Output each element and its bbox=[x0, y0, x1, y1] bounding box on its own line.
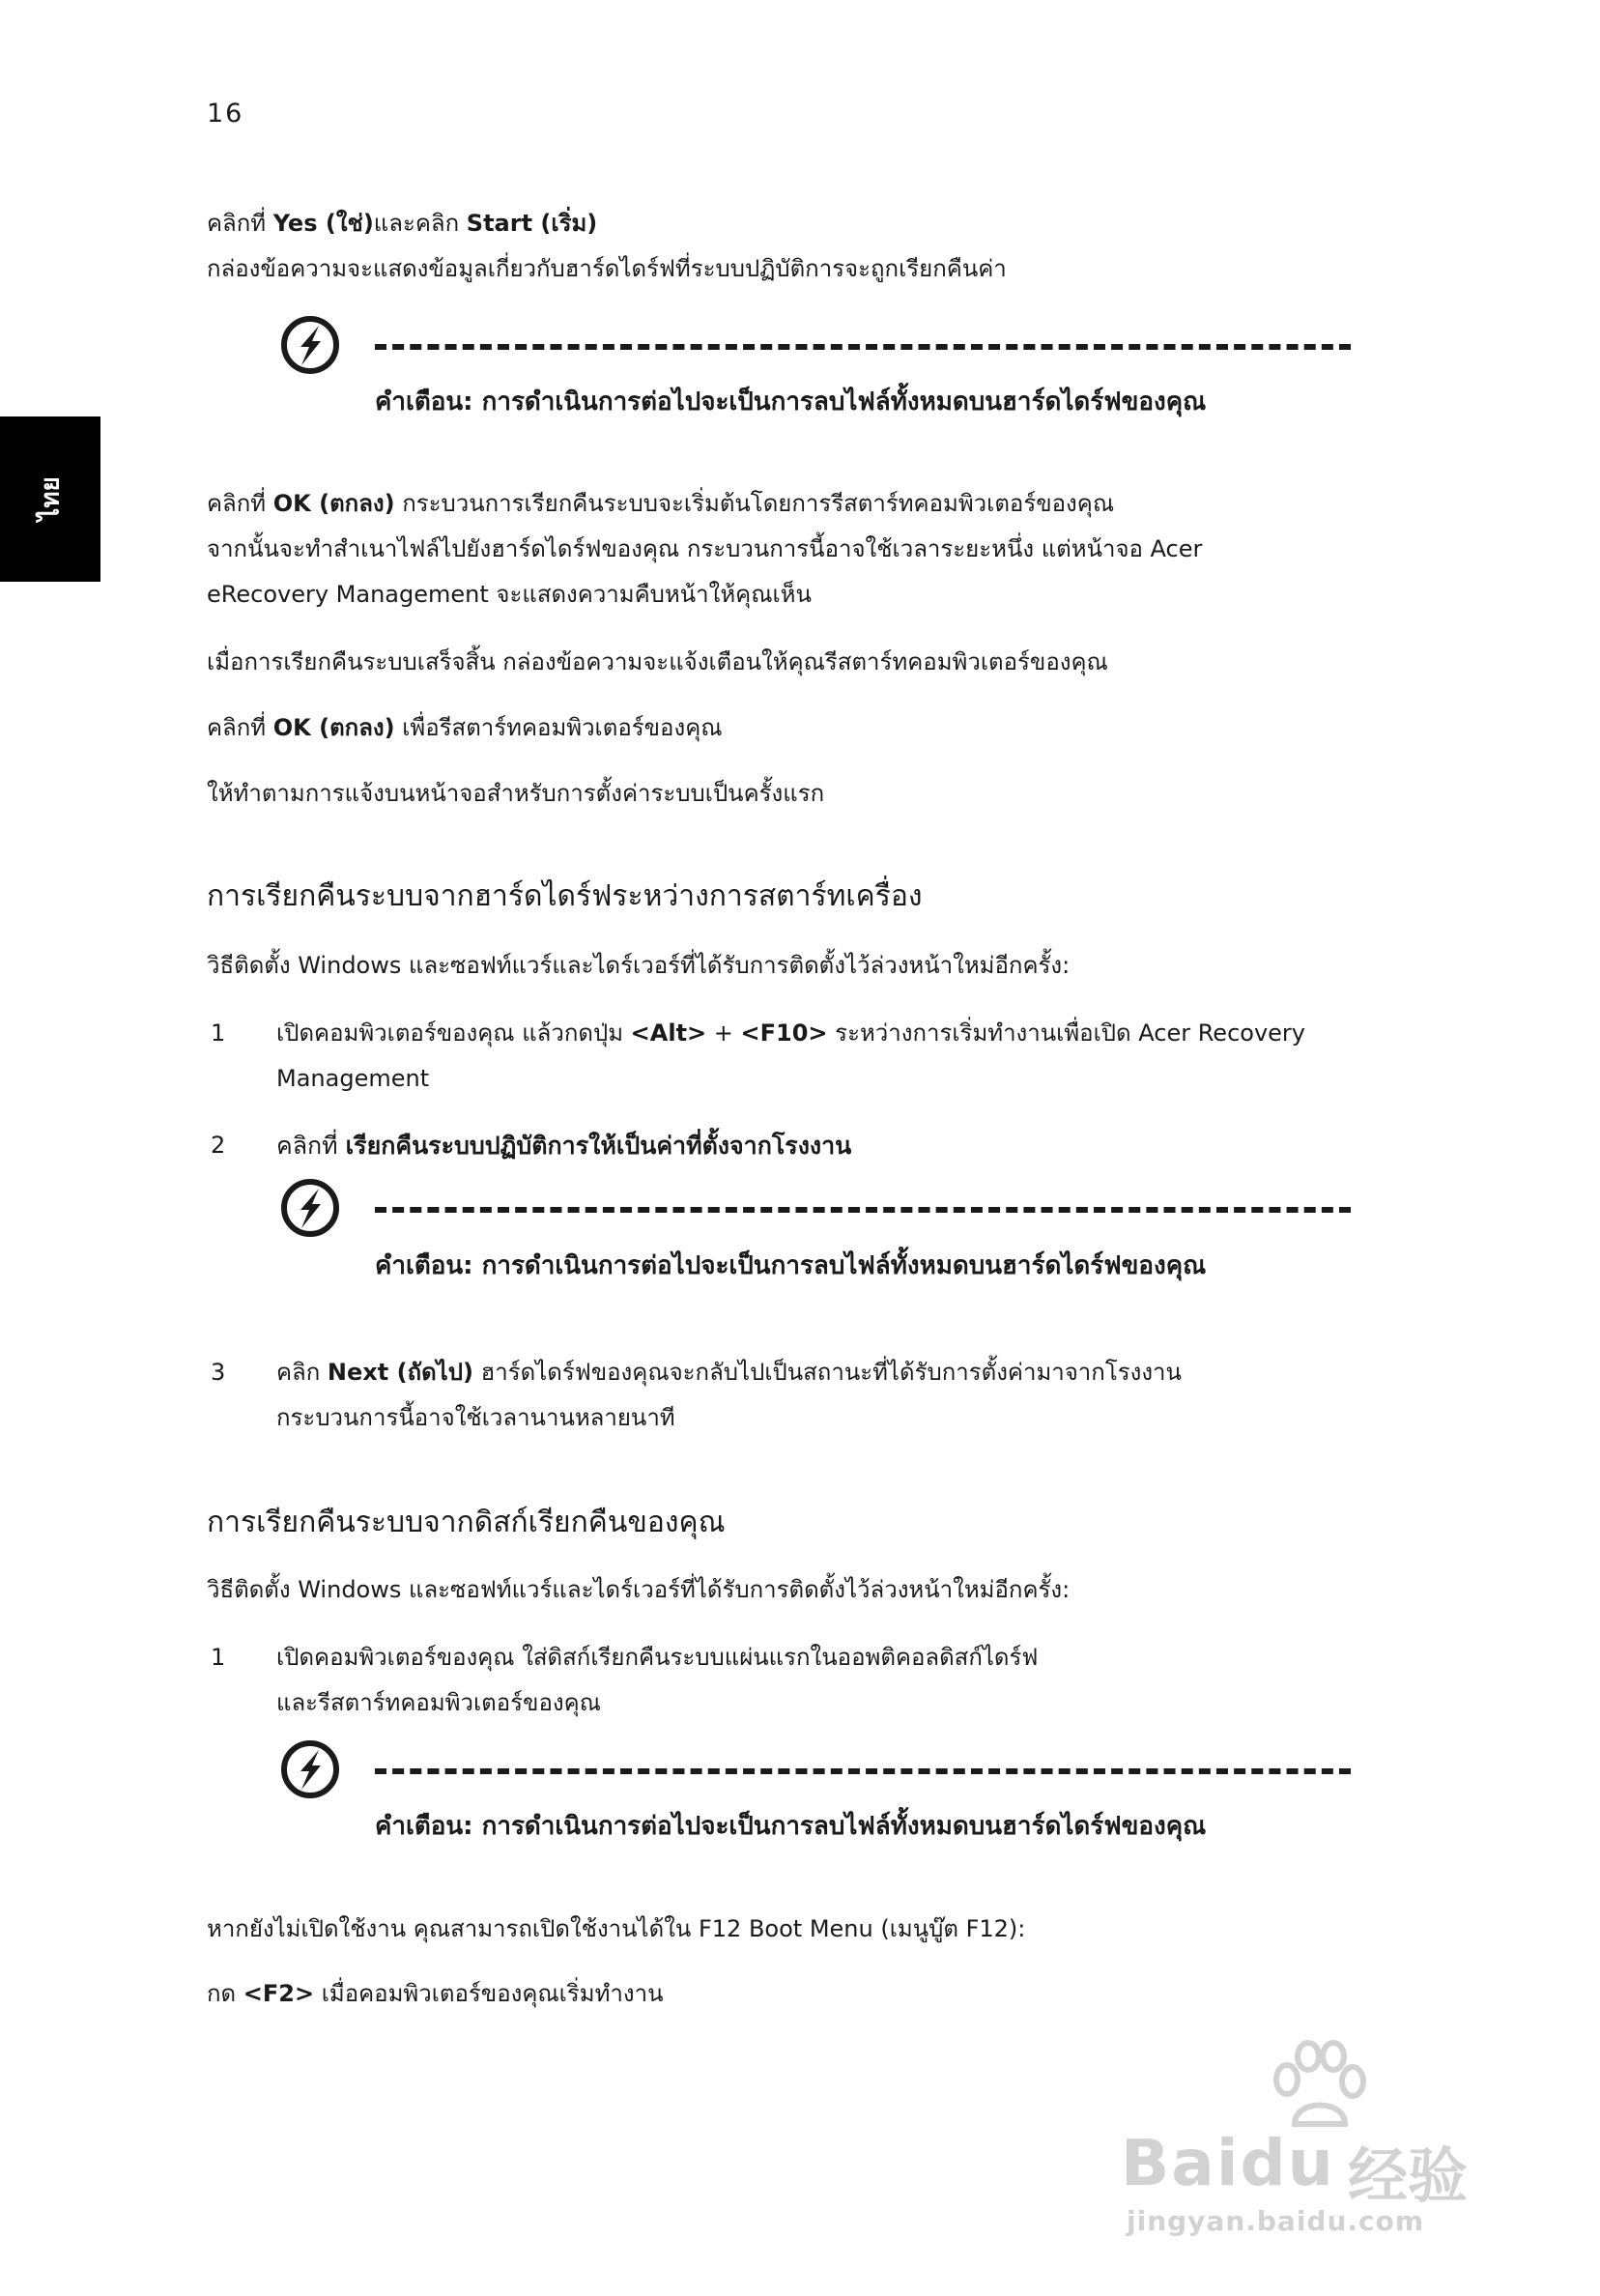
section-1-step-3-line-2: กระบวนการนี้อาจใช้เวลานานหลายนาที bbox=[276, 1404, 675, 1431]
f10-key-label: <F10> bbox=[740, 1019, 828, 1047]
section-1-intro: วิธีติดตั้ง Windows และซอฟท์แวร์และไดร์เวอร์ที่ได้รับการติดตั้งไว้ล่วงหน้าใหม่อีกครั้ง: bbox=[207, 952, 1071, 979]
intro-line-1 bbox=[207, 201, 597, 246]
body-p3-rest: เพื่อรีสตาร์ทคอมพิวเตอร์ของคุณ bbox=[394, 714, 723, 741]
body-paragraph-2: เมื่อการเรียกคืนระบบเสร็จสิ้น กล่องข้อความจะแจ้งเตือนให้คุณรีสตาร์ทคอมพิวเตอร์ของคุณ bbox=[207, 648, 1108, 675]
section-1-step-1-number: 1 bbox=[211, 1019, 226, 1047]
section-1-step-1-line-2: Management bbox=[276, 1065, 430, 1092]
step-2-text-a: คลิกที่ bbox=[276, 1132, 346, 1160]
warning-divider-1 bbox=[375, 344, 1351, 350]
body-p3-ok-label: OK (ตกลง) bbox=[272, 714, 395, 741]
watermark-brand: Baidu bbox=[1121, 2126, 1335, 2200]
body-paragraph-1-line-3: eRecovery Management จะแสดงความคืบหน้าให้คุณเห็น bbox=[207, 581, 812, 608]
section-2-intro: วิธีติดตั้ง Windows และซอฟท์แวร์และไดร์เวอร์ที่ได้รับการติดตั้งไว้ล่วงหน้าใหม่อีกครั้ง: bbox=[207, 1576, 1071, 1603]
body-paragraph-1-line-2: จากนั้นจะทำสำเนาไฟล์ไปยังฮาร์ดไดร์ฟของคุณ กระบวนการนี้อาจใช้เวลาระยะหนึ่ง แต่หน้าจอ Acer bbox=[207, 535, 1203, 562]
body-p1-prefix: คลิกที่ bbox=[207, 490, 273, 517]
intro-line-1-mid: และคลิก bbox=[373, 210, 467, 237]
intro-start-label: Start (เริ่ม) bbox=[466, 210, 598, 237]
language-side-tab-label: ไทย bbox=[36, 476, 66, 521]
warning-divider-2 bbox=[375, 1207, 1351, 1213]
warning-box-2 bbox=[280, 1178, 340, 1242]
section-1-step-3-text bbox=[276, 1350, 1182, 1395]
after-2-rest: เมื่อคอมพิวเตอร์ของคุณเริ่มทำงาน bbox=[314, 1980, 664, 2007]
step-1-text-a: เปิดคอมพิวเตอร์ของคุณ แล้วกดปุ่ม bbox=[276, 1019, 631, 1047]
language-side-tab bbox=[0, 416, 100, 582]
warning-lightning-icon bbox=[280, 315, 340, 375]
step-3-text-a: คลิก bbox=[276, 1359, 328, 1386]
section-1-heading: การเรียกคืนระบบจากฮาร์ดไดร์ฟระหว่างการสตาร์ทเครื่อง bbox=[207, 879, 923, 913]
body-paragraph-1 bbox=[207, 481, 1114, 527]
factory-restore-label: เรียกคืนระบบปฏิบัติการให้เป็นค่าที่ตั้งจากโรงงาน bbox=[345, 1132, 852, 1160]
section-1-step-2-text bbox=[276, 1123, 851, 1168]
section-2-after-2 bbox=[207, 1971, 663, 2017]
section-2-heading: การเรียกคืนระบบจากดิสก์เรียกคืนของคุณ bbox=[207, 1506, 726, 1539]
baidu-watermark bbox=[1121, 2039, 1527, 2237]
body-p1-ok-label: OK (ตกลง) bbox=[272, 490, 395, 517]
step-1-text-c: ระหว่างการเริ่มทำงานเพื่อเปิด Acer Recovery bbox=[827, 1019, 1305, 1047]
warning-box-1 bbox=[280, 315, 340, 379]
section-2-step-1-text: เปิดคอมพิวเตอร์ของคุณ ใส่ดิสก์เรียกคืนระบบแผ่นแรกในออพติคอลดิสก์ไดร์ฟ bbox=[276, 1644, 1039, 1671]
warning-text-3: คำเตือน: การดำเนินการต่อไปจะเป็นการลบไฟล์ทั้งหมดบนฮาร์ดไดร์ฟของคุณ bbox=[375, 1812, 1207, 1841]
warning-lightning-icon bbox=[280, 1178, 340, 1238]
section-1-step-3-number: 3 bbox=[211, 1359, 226, 1386]
section-2-step-1-number: 1 bbox=[211, 1644, 226, 1671]
body-p1-rest: กระบวนการเรียกคืนระบบจะเริ่มต้นโดยการรีสตาร์ทคอมพิวเตอร์ของคุณ bbox=[394, 490, 1115, 517]
alt-key-label: <Alt> bbox=[630, 1019, 707, 1047]
step-1-text-b: + bbox=[706, 1019, 741, 1047]
warning-divider-3 bbox=[375, 1768, 1351, 1774]
intro-line-1-prefix: คลิกที่ bbox=[207, 210, 273, 237]
intro-line-2: กล่องข้อความจะแสดงข้อมูลเกี่ยวกับฮาร์ดไดร์ฟที่ระบบปฏิบัติการจะถูกเรียกคืนค่า bbox=[207, 255, 1007, 282]
section-1-step-2-number: 2 bbox=[211, 1132, 226, 1159]
watermark-url: jingyan.baidu.com bbox=[1127, 2205, 1425, 2237]
after-2-prefix: กด bbox=[207, 1980, 243, 2007]
warning-box-3 bbox=[280, 1739, 340, 1803]
next-label: Next (ถัดไป) bbox=[327, 1359, 473, 1386]
intro-yes-label: Yes (ใช่) bbox=[272, 210, 374, 237]
body-paragraph-4: ให้ทำตามการแจ้งบนหน้าจอสำหรับการตั้งค่าระบบเป็นครั้งแรก bbox=[207, 780, 825, 807]
section-1-step-1-text bbox=[276, 1011, 1305, 1056]
watermark-cn: 经验 bbox=[1348, 2140, 1469, 2211]
baidu-paw-icon bbox=[1266, 2039, 1372, 2136]
body-p3-prefix: คลิกที่ bbox=[207, 714, 273, 741]
body-paragraph-3 bbox=[207, 705, 723, 751]
section-2-after-1: หากยังไม่เปิดใช้งาน คุณสามารถเปิดใช้งานได้ใน F12 Boot Menu (เมนูบู๊ต F12): bbox=[207, 1915, 1026, 1942]
step-3-text-c: ฮาร์ดไดร์ฟของคุณจะกลับไปเป็นสถานะที่ได้รับการตั้งค่ามาจากโรงงาน bbox=[472, 1359, 1182, 1386]
warning-text-2: คำเตือน: การดำเนินการต่อไปจะเป็นการลบไฟล์ทั้งหมดบนฮาร์ดไดร์ฟของคุณ bbox=[375, 1251, 1207, 1280]
f2-key-label: <F2> bbox=[243, 1980, 315, 2007]
section-2-step-1-line-2: และรีสตาร์ทคอมพิวเตอร์ของคุณ bbox=[276, 1689, 601, 1716]
warning-lightning-icon bbox=[280, 1739, 340, 1799]
page-number: 16 bbox=[207, 99, 244, 129]
warning-text-1: คำเตือน: การดำเนินการต่อไปจะเป็นการลบไฟล์ทั้งหมดบนฮาร์ดไดร์ฟของคุณ bbox=[375, 387, 1207, 416]
